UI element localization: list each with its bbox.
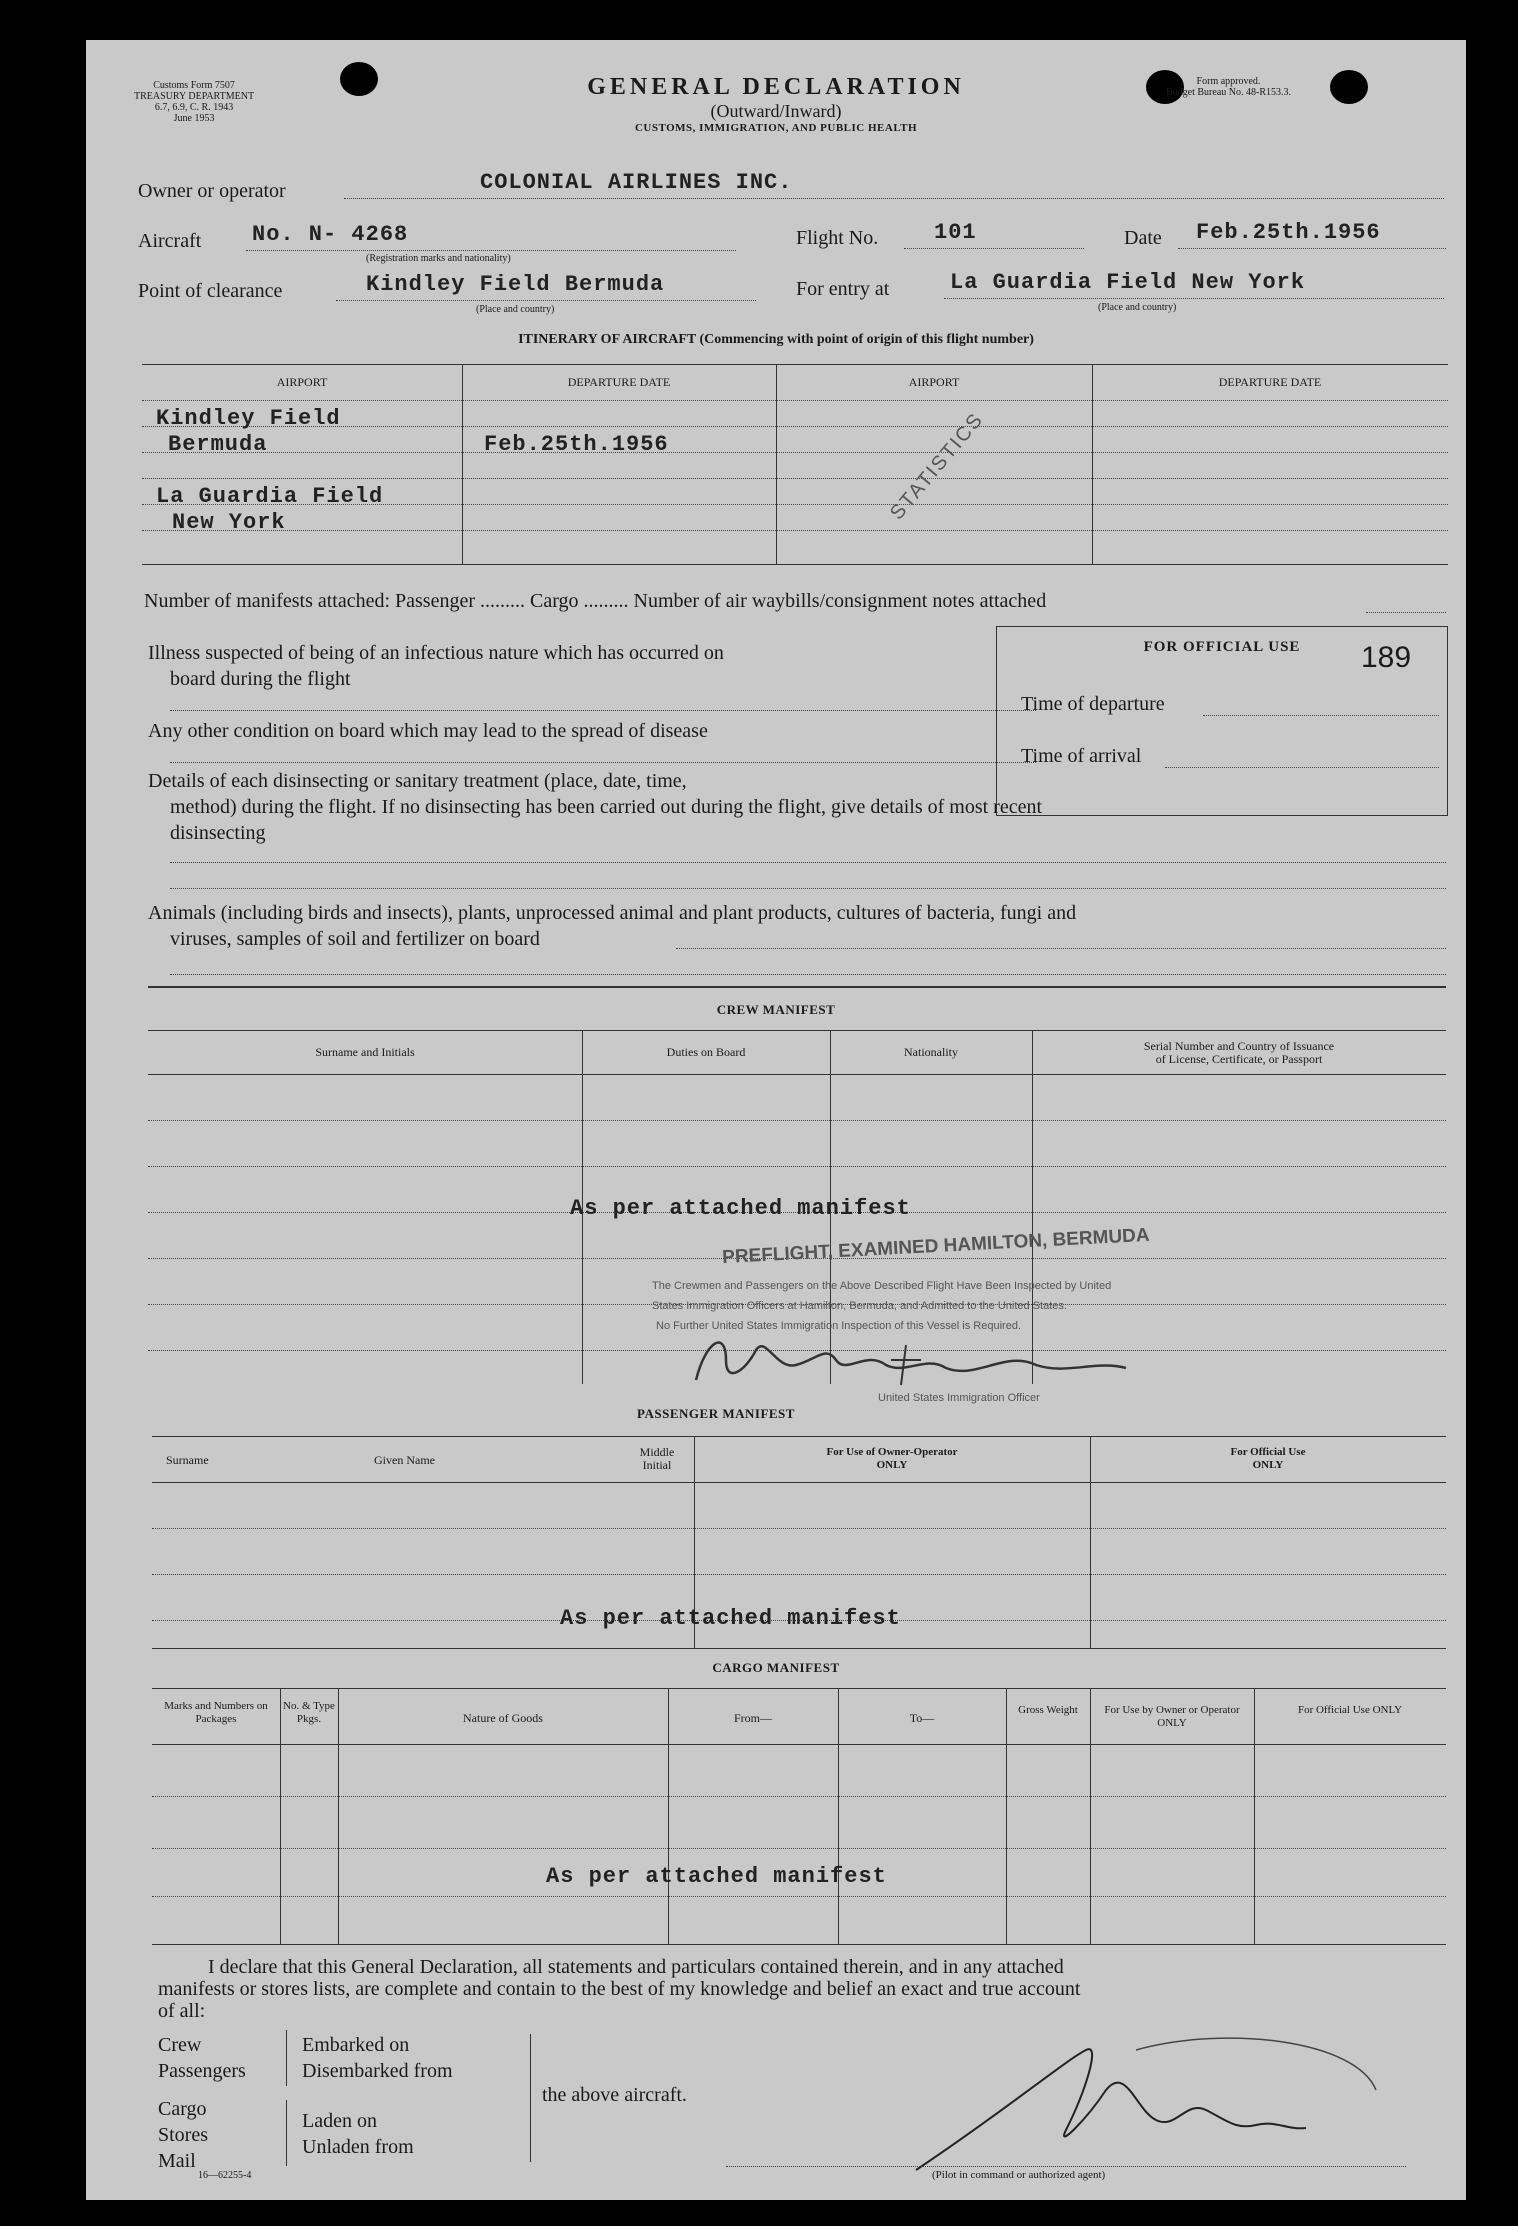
decl-crew: Crew — [158, 2034, 202, 2056]
decl-laden: Laden on — [302, 2110, 377, 2132]
col-surname: Surname — [166, 1453, 209, 1467]
col-departure: DEPARTURE DATE — [567, 375, 671, 389]
cargo-header-rule — [152, 1688, 1446, 1689]
itinerary-airport-1: Kindley Field — [156, 406, 341, 431]
waybill-line — [1366, 612, 1446, 613]
cargo-divider — [280, 1688, 281, 1944]
clearance-value: Kindley Field Bermuda — [366, 272, 665, 297]
signature-line — [726, 2166, 1406, 2167]
stamp-line-1: The Crewmen and Passengers on the Above Described Flight Have Been Inspected by United — [652, 1280, 1112, 1292]
col-marks: Marks and Numbers on Packages — [164, 1700, 268, 1725]
col-official-use — [1090, 1446, 1446, 1472]
crew-top-rule — [148, 986, 1446, 988]
illness-label: Illness suspected of being of an infectious nature which has occurred on — [148, 642, 724, 664]
crew-row-rule — [148, 1166, 1446, 1167]
arrival-time-label: Time of arrival — [1021, 745, 1142, 767]
signature-label: (Pilot in command or authorized agent) — [932, 2169, 1106, 2181]
decl-passengers: Passengers — [158, 2060, 246, 2082]
flight-label: Flight No. — [796, 227, 879, 249]
date-label: Date — [1124, 227, 1162, 249]
passenger-row-rule — [152, 1528, 1446, 1529]
revision-date: June 1953 — [173, 113, 215, 124]
entry-label: For entry at — [796, 278, 890, 300]
decl-above-aircraft: the above aircraft. — [542, 2084, 687, 2106]
statistics-stamp: STATISTICS — [886, 408, 989, 525]
col-owner-use-line2: ONLY — [876, 1459, 908, 1471]
arrival-line — [1165, 767, 1439, 768]
cargo-row-rule — [152, 1896, 1446, 1897]
col-from: From— — [733, 1711, 772, 1725]
col-nature: Nature of Goods — [463, 1711, 543, 1725]
col-nationality: Nationality — [904, 1045, 958, 1059]
departure-time-label: Time of departure — [1021, 693, 1165, 715]
col-serial-line2: of License, Certificate, or Passport — [1155, 1052, 1323, 1066]
disinsecting-line — [170, 888, 1446, 889]
officer-signature — [686, 1330, 1246, 1394]
form-title: GENERAL DECLARATION — [587, 74, 965, 100]
crew-row-rule — [148, 1074, 1446, 1075]
passenger-row-rule — [152, 1574, 1446, 1575]
cargo-divider — [838, 1688, 839, 1944]
cargo-row-rule — [152, 1744, 1446, 1745]
itinerary-title: ITINERARY OF AIRCRAFT (Commencing with point of origin of this flight number) — [518, 332, 1034, 347]
owner-line — [344, 198, 1444, 199]
itinerary-date-1: Feb.25th.1956 — [484, 432, 669, 457]
decl-disembarked: Disembarked from — [302, 2060, 453, 2082]
crew-row-rule — [148, 1120, 1446, 1121]
cargo-divider — [1006, 1688, 1007, 1944]
decl-stores: Stores — [158, 2124, 208, 2146]
cfr-reference: 6.7, 6.9, C. R. 1943 — [154, 102, 234, 113]
animals-label-1: Animals (including birds and insects), plants, unprocessed animal and plant products, cultures of bacteria, fungi and — [148, 902, 1077, 924]
cargo-divider — [668, 1688, 669, 1944]
col-duties: Duties on Board — [666, 1045, 746, 1059]
manifests-count-line: Number of manifests attached: Passenger ......... Cargo ......... Number of air waybills/consignment notes attached — [144, 590, 1047, 612]
cargo-row-rule — [152, 1796, 1446, 1797]
crew-header-rule — [148, 1030, 1446, 1031]
crew-body: As per attached manifest — [570, 1196, 911, 1221]
budget-bureau: Budget Bureau No. 48-R153.3. — [1166, 87, 1291, 98]
date-line — [1178, 248, 1446, 249]
aircraft-line — [246, 250, 736, 251]
disinsecting-label-3: disinsecting — [170, 822, 266, 844]
col-surname-initials: Surname and Initials — [315, 1045, 415, 1059]
declaration-line-1: I declare that this General Declaration, all statements and particulars contained therein, and in any attached — [208, 1956, 1064, 1978]
aircraft-label: Aircraft — [138, 230, 202, 252]
form-header — [86, 74, 1466, 134]
col-gross-weight: Gross Weight — [1018, 1704, 1078, 1716]
col-serial — [1032, 1040, 1446, 1066]
illness-label-2: board during the flight — [170, 668, 351, 690]
cargo-divider — [1254, 1688, 1255, 1944]
stamp-officer: United States Immigration Officer — [878, 1392, 1040, 1404]
decl-mail: Mail — [158, 2150, 196, 2172]
condition-line — [170, 762, 1036, 763]
col-owner-use-line1: For Use of Owner-Operator — [826, 1446, 958, 1458]
form-number: Customs Form 7507 — [153, 80, 235, 91]
col-serial-line1: Serial Number and Country of Issuance — [1143, 1039, 1335, 1053]
decl-embarked: Embarked on — [302, 2034, 410, 2056]
col-number-type: No. & Type Pkgs. — [283, 1700, 335, 1725]
decl-cargo: Cargo — [158, 2098, 207, 2120]
col-official-use: For Official Use ONLY — [1297, 1704, 1403, 1716]
agencies: CUSTOMS, IMMIGRATION, AND PUBLIC HEALTH — [634, 122, 918, 134]
owner-value: COLONIAL AIRLINES INC. — [480, 170, 793, 195]
col-owner-use — [694, 1446, 1090, 1472]
decl-brace — [286, 2100, 287, 2166]
form-subtitle: (Outward/Inward) — [710, 101, 842, 121]
cargo-row-rule — [152, 1848, 1446, 1849]
col-departure: DEPARTURE DATE — [1218, 375, 1322, 389]
itinerary-bottom-rule — [142, 564, 1448, 565]
passenger-body: As per attached manifest — [560, 1606, 901, 1631]
official-use-box — [996, 626, 1448, 816]
aircraft-value: No. N- 4268 — [252, 222, 409, 247]
itinerary-airport-2-country: New York — [172, 510, 286, 535]
col-official-use-line1: For Official Use — [1230, 1446, 1306, 1458]
preflight-stamp: PREFLIGHT, EXAMINED HAMILTON, BERMUDA — [721, 1224, 1151, 1269]
declaration-form — [86, 40, 1466, 2200]
department: TREASURY DEPARTMENT — [134, 91, 255, 102]
cargo-title: CARGO MANIFEST — [712, 1660, 840, 1675]
animals-line — [676, 948, 1446, 949]
disinsecting-label-2: method) during the flight. If no disinsecting has been carried out during the flight, give details of most recent — [170, 796, 1043, 818]
clearance-label: Point of clearance — [138, 280, 283, 302]
itinerary-divider — [1092, 364, 1093, 564]
clearance-line — [336, 300, 756, 301]
itinerary-divider — [462, 364, 463, 564]
passenger-header-rule — [152, 1436, 1446, 1437]
itinerary-row-rule — [142, 478, 1448, 479]
col-airport: AIRPORT — [276, 375, 328, 389]
itinerary-airport-1-country: Bermuda — [168, 432, 268, 457]
official-number: 189 — [1361, 641, 1412, 674]
itinerary-row-rule — [142, 530, 1448, 531]
clearance-note: (Place and country) — [476, 304, 555, 315]
entry-value: La Guardia Field New York — [950, 270, 1306, 295]
other-condition-label: Any other condition on board which may lead to the spread of disease — [148, 720, 708, 742]
itinerary-divider — [776, 364, 777, 564]
cargo-bottom-rule — [152, 1944, 1446, 1945]
crew-title: CREW MANIFEST — [716, 1002, 836, 1017]
cargo-divider — [338, 1688, 339, 1944]
disinsecting-line — [170, 862, 1446, 863]
pilot-signature — [886, 2030, 1386, 2180]
stamp-line-2: States Immigration Officers at Hamilton, Bermuda, and Admitted to the United States. — [652, 1300, 1067, 1312]
flight-line — [904, 248, 1084, 249]
animals-label-2: viruses, samples of soil and fertilizer on board — [170, 928, 540, 950]
official-use-title: FOR OFFICIAL USE — [1143, 639, 1301, 655]
passenger-bottom-rule — [152, 1648, 1446, 1649]
stamp-line-3: No Further United States Immigration Inspection of this Vessel is Required. — [656, 1320, 1022, 1332]
col-owner-use: For Use by Owner or Operator ONLY — [1104, 1704, 1240, 1729]
disinsecting-label-1: Details of each disinsecting or sanitary treatment (place, date, time, — [148, 770, 687, 792]
col-official-use-line2: ONLY — [1252, 1459, 1284, 1471]
approval-line: Form approved. — [1196, 76, 1261, 87]
entry-note: (Place and country) — [1098, 302, 1177, 313]
declaration-line-2: manifests or stores lists, are complete and contain to the best of my knowledge and belief an exact and true account — [158, 1978, 1081, 2000]
passenger-row-rule — [152, 1482, 1446, 1483]
cargo-body: As per attached manifest — [546, 1864, 887, 1889]
aircraft-note: (Registration marks and nationality) — [366, 253, 511, 264]
decl-big-brace — [530, 2034, 531, 2162]
flight-value: 101 — [934, 220, 977, 245]
owner-label: Owner or operator — [138, 180, 286, 202]
animals-line — [170, 974, 1446, 975]
itinerary-row-rule — [142, 452, 1448, 453]
declaration-line-3: of all: — [158, 2000, 206, 2022]
print-code: 16—62255-4 — [198, 2170, 252, 2181]
col-given-name: Given Name — [374, 1453, 435, 1467]
col-airport: AIRPORT — [908, 375, 960, 389]
illness-line — [170, 710, 1036, 711]
itinerary-top-rule — [142, 364, 1448, 365]
itinerary-airport-2: La Guardia Field — [156, 484, 384, 509]
decl-brace — [286, 2030, 287, 2086]
col-middle-initial: Middle Initial — [639, 1445, 675, 1472]
date-value: Feb.25th.1956 — [1196, 220, 1381, 245]
departure-line — [1203, 715, 1439, 716]
decl-unladen: Unladen from — [302, 2136, 414, 2158]
entry-line — [944, 298, 1444, 299]
itinerary-row-rule — [142, 400, 1448, 401]
passenger-title: PASSENGER MANIFEST — [637, 1406, 795, 1421]
col-to: To— — [909, 1711, 935, 1725]
